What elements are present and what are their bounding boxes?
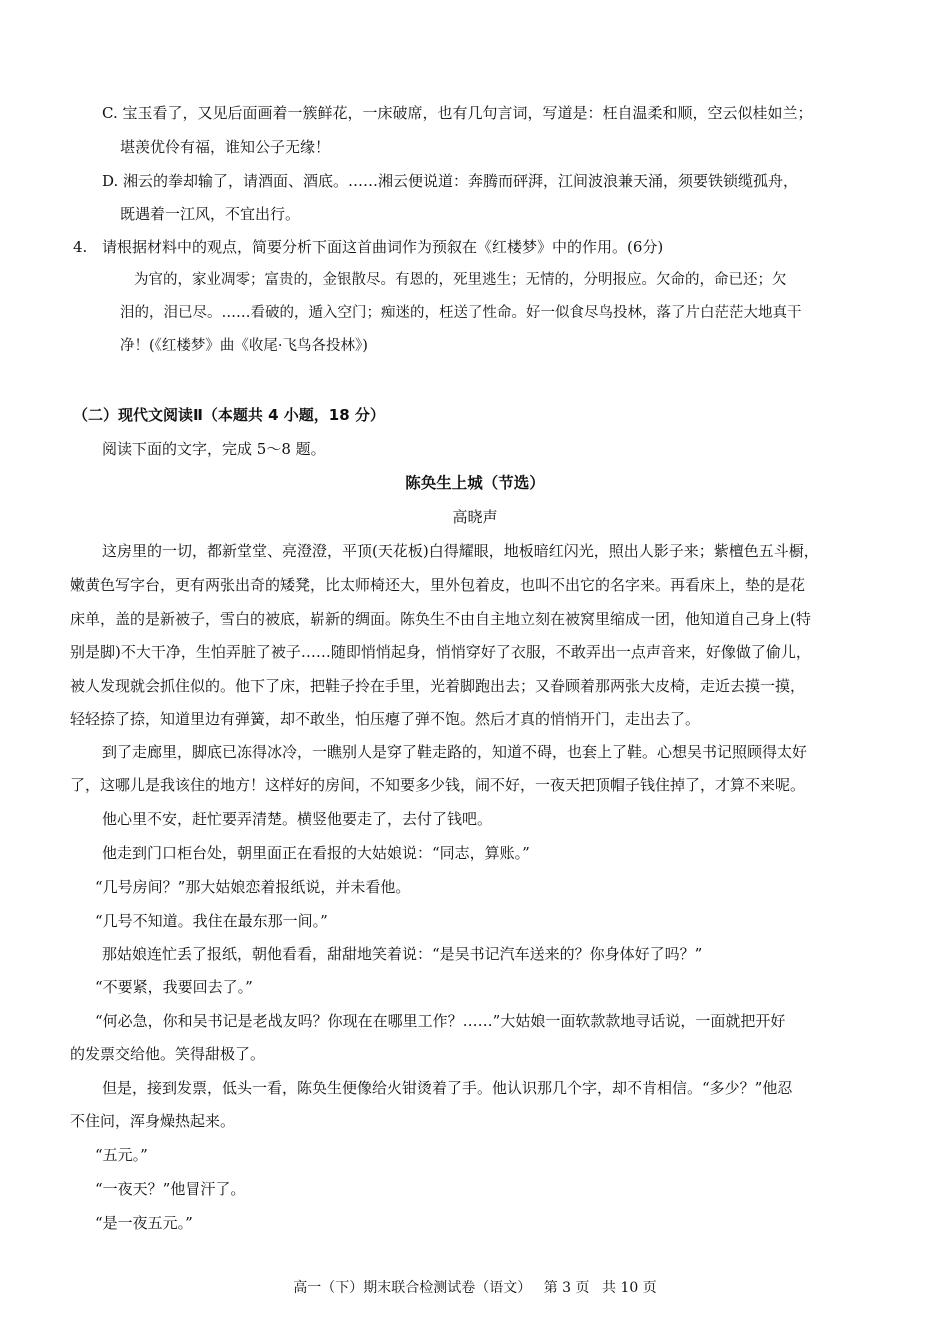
paragraph-7: 那姑娘连忙丢了报纸，朝他看看，甜甜地笑着说：“是吴书记汽车送来的？你身体好了吗？” [102, 945, 703, 963]
question-4-prompt: 请根据材料中的观点，简要分析下面这首曲词作为预叙在《红楼梦》中的作用。(6分) [102, 238, 664, 256]
paragraph-2-line-2: 了，这哪儿是我该住的地方！这样好的房间，不知要多少钱，闹不好，一夜天把顶帽子钱住掉了，才算不来呢。 [70, 776, 806, 794]
option-c-line-1: C. 宝玉看了，又见后面画着一簇鲜花，一床破席，也有几句言词，写道是：枉自温柔和顺，空云似桂如兰； [102, 104, 813, 122]
paragraph-1-line-1: 这房里的一切，都新堂堂、亮澄澄，平顶(天花板)白得耀眼，地板暗红闪光，照出人影子来；紫檀色五斗橱， [102, 542, 819, 560]
paragraph-9-line-2: 的发票交给他。笑得甜极了。 [70, 1045, 266, 1063]
option-d-line-2: 既遇着一江风，不宜出行。 [120, 205, 301, 223]
footer-total-pages: 共 10 页 [602, 1280, 657, 1296]
paragraph-1-line-2: 嫩黄色写字台，更有两张出奇的矮凳，比太师椅还大，里外包着皮，也叫不出它的名字来。再看床上，垫的是花 [70, 576, 806, 594]
question-4-number: 4. [73, 238, 88, 256]
paragraph-6: “几号不知道。我住在最东那一间。” [95, 912, 328, 930]
paragraph-5: “几号房间？”那大姑娘恋着报纸说，并未看他。 [95, 878, 411, 896]
section-title: （二）现代文阅读Ⅱ（本题共 4 小题，18 分） [73, 406, 385, 424]
paragraph-1-line-6: 轻轻捺了捺，知道里边有弹簧，却不敢坐，怕压瘪了弹不饱。然后才真的悄悄开门，走出去了。 [70, 710, 701, 728]
article-title: 陈奂生上城（节选） [405, 474, 545, 492]
paragraph-1-line-4: 别是脚)不大干净，生怕弄脏了被子……随即悄悄起身，悄悄穿好了衣服，不敢弄出一点声音来，好像做了偷儿， [70, 643, 811, 661]
paragraph-13: “是一夜五元。” [95, 1214, 193, 1232]
paragraph-9-line-1: “何必急，你和吴书记是老战友吗？你现在在哪里工作？……”大姑娘一面软款款地寻话说，一面就把开好 [95, 1012, 786, 1030]
poem-line-3: 净！(《红楼梦》曲《收尾·飞鸟各投林》) [120, 338, 368, 354]
poem-line-2: 泪的，泪已尽。……看破的，遁入空门；痴迷的，枉送了性命。好一似食尽鸟投林，落了片白茫茫大地真干 [120, 305, 802, 321]
paragraph-12: “一夜天？”他冒汗了。 [95, 1180, 246, 1198]
paragraph-2-line-1: 到了走廊里，脚底已冻得冰冷，一瞧别人是穿了鞋走路的，知道不碍，也套上了鞋。心想吴书记照顾得太好 [102, 743, 808, 761]
paragraph-4: 他走到门口柜台处，朝里面正在看报的大姑娘说：“同志，算账。” [102, 844, 530, 862]
section-instruction: 阅读下面的文字，完成 5～8 题。 [102, 440, 326, 458]
paragraph-10-line-2: 不住问，浑身燥热起来。 [70, 1112, 236, 1130]
paragraph-10-line-1: 但是，接到发票，低头一看，陈奂生便像给火钳烫着了手。他认识那几个字，却不肯相信。“多少？”他忍 [102, 1079, 793, 1097]
paragraph-1-line-3: 床单，盖的是新被子，雪白的被底，崭新的绸面。陈奂生不由自主地立刻在被窝里缩成一团，他知道自己身上(特 [70, 610, 811, 628]
paragraph-1-line-5: 被人发现就会抓住似的。他下了床，把鞋子拎在手里，光着脚跑出去；又眷顾着那两张大皮椅，走近去摸一摸， [70, 677, 806, 695]
article-author: 高晓声 [452, 508, 498, 526]
paragraph-11: “五元。” [95, 1146, 148, 1164]
poem-line-1: 为官的，家业凋零；富贵的，金银散尽。有恩的，死里逃生；无情的，分明报应。欠命的，命已还；欠 [134, 272, 787, 288]
footer-exam-title: 高一（下）期末联合检测试卷（语文） [293, 1280, 532, 1296]
paragraph-3: 他心里不安，赶忙要弄清楚。横竖他要走了，去付了钱吧。 [102, 810, 493, 828]
option-c-line-2: 堪羡优伶有福，谁知公子无缘！ [120, 138, 331, 156]
page-footer [0, 1278, 950, 1298]
paragraph-8: “不要紧，我要回去了。” [95, 978, 253, 996]
footer-page-number: 第 3 页 [543, 1280, 590, 1296]
option-d-line-1: D. 湘云的拳却输了，请酒面、酒底。……湘云便说道：奔腾而砰湃，江间波浪兼天涌，须要铁锁缆孤舟， [102, 172, 799, 190]
